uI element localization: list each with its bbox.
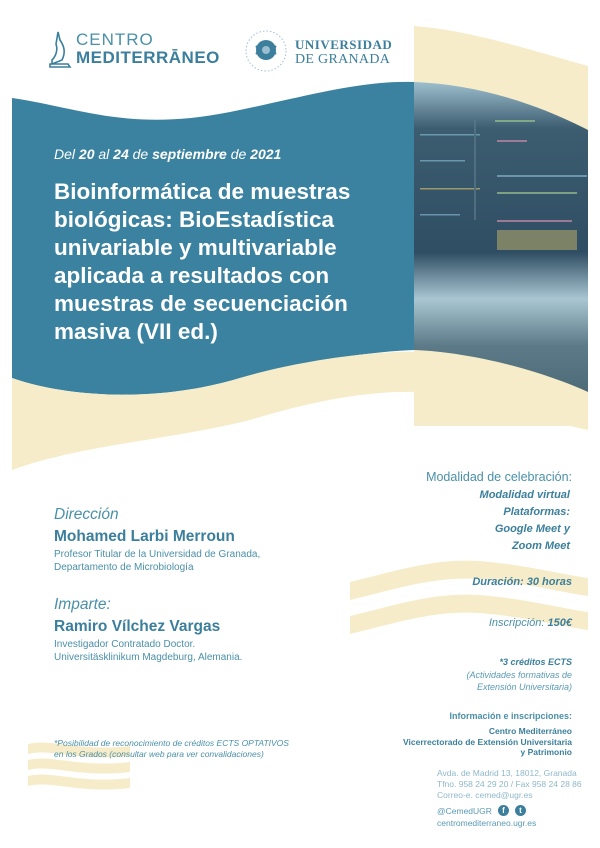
ugr-line-2: DE GRANADA [295, 52, 391, 67]
date-month: septiembre [152, 146, 227, 162]
direccion-label: Dirección [54, 506, 119, 523]
course-dates [54, 146, 281, 162]
universidad-granada-logo [243, 28, 403, 72]
instructor-name: Ramiro Vílchez Vargas [54, 618, 221, 635]
contact-heading: Información e inscripciones: [449, 711, 572, 721]
ects-note-line: Extensión Universitaria) [476, 682, 572, 692]
duracion: Duración: 30 horas [472, 576, 572, 588]
twitter-icon[interactable]: t [515, 805, 526, 816]
footnote-line: en los Grados (consultar web para ver convalidaciones) [54, 749, 264, 759]
director-desc [54, 548, 260, 574]
phone-fax: Tfno. 958 24 29 20 / Fax 958 24 28 86 [437, 779, 582, 789]
instructor-desc [54, 638, 242, 664]
date-de: de [230, 146, 247, 162]
course-title: Bioinformática de muestras biológicas: BioEstadística univariable y multivariable aplicada a resultados con muestras de secuenciación masiva (VII ed.) [54, 179, 351, 344]
modalidad-label: Modalidad de celebración: [426, 470, 572, 484]
ugr-line-1: UNIVERSIDAD [295, 37, 393, 52]
contact-address [437, 768, 582, 801]
modalidad-values [480, 487, 570, 555]
org-line: Vicerrectorado de Extensión Universitaria [403, 736, 572, 747]
footnote-line: *Posibilidad de reconocimiento de créditos ECTS OPTATIVOS [54, 738, 289, 748]
address: Avda. de Madrid 13, 18012, Granada [437, 768, 577, 778]
instructor-desc-line: Universitäsklinikum Magdeburg, Alemania. [54, 652, 243, 663]
imparte-label: Imparte: [54, 596, 111, 613]
platform-google-meet: Google Meet y [494, 523, 570, 535]
date-del: Del [54, 146, 76, 162]
platform-zoom-meet: Zoom Meet [511, 540, 570, 552]
social-links [437, 805, 526, 816]
ects-footnote [54, 738, 289, 760]
inscripcion-price: 150€ [547, 617, 572, 629]
org-line: Centro Mediterráneo [488, 726, 572, 736]
date-de: de [132, 146, 149, 162]
org-line: y Patrimonio [520, 747, 572, 757]
logo-line-2: MEDITERRĀNEO [76, 48, 220, 67]
email[interactable]: Correo-e. cemed@ugr.es [437, 790, 533, 800]
facebook-icon[interactable]: f [498, 805, 509, 816]
contact-organization [403, 726, 572, 758]
inscripcion-label: Inscripción: [488, 617, 545, 629]
director-desc-line: Profesor Titular de la Universidad de Granada, [54, 549, 261, 560]
modalidad-virtual: Modalidad virtual [479, 489, 570, 501]
ects-credits: *3 créditos ECTS [499, 657, 572, 667]
centro-mediterraneo-logo [48, 28, 218, 70]
logo-line-1: CENTRO [76, 30, 154, 49]
website-link[interactable]: centromediterraneo.ugr.es [437, 818, 537, 828]
ects-note [466, 669, 572, 693]
date-start: 20 [78, 146, 95, 162]
plataformas-label: Plataformas: [503, 506, 570, 518]
social-handle[interactable]: @CemedUGR [437, 805, 492, 816]
instructor-desc-line: Investigador Contratado Doctor. [54, 639, 196, 650]
ects-note-line: (Actividades formativas de [466, 670, 572, 680]
director-name: Mohamed Larbi Merroun [54, 528, 235, 545]
date-year: 2021 [250, 146, 282, 162]
date-end: 24 [113, 146, 129, 162]
director-desc-line: Departamento de Microbiología [54, 562, 194, 573]
date-al: al [98, 146, 110, 162]
inscripcion [489, 617, 572, 629]
eagle-seal-icon [243, 28, 289, 74]
sail-icon [48, 30, 72, 68]
